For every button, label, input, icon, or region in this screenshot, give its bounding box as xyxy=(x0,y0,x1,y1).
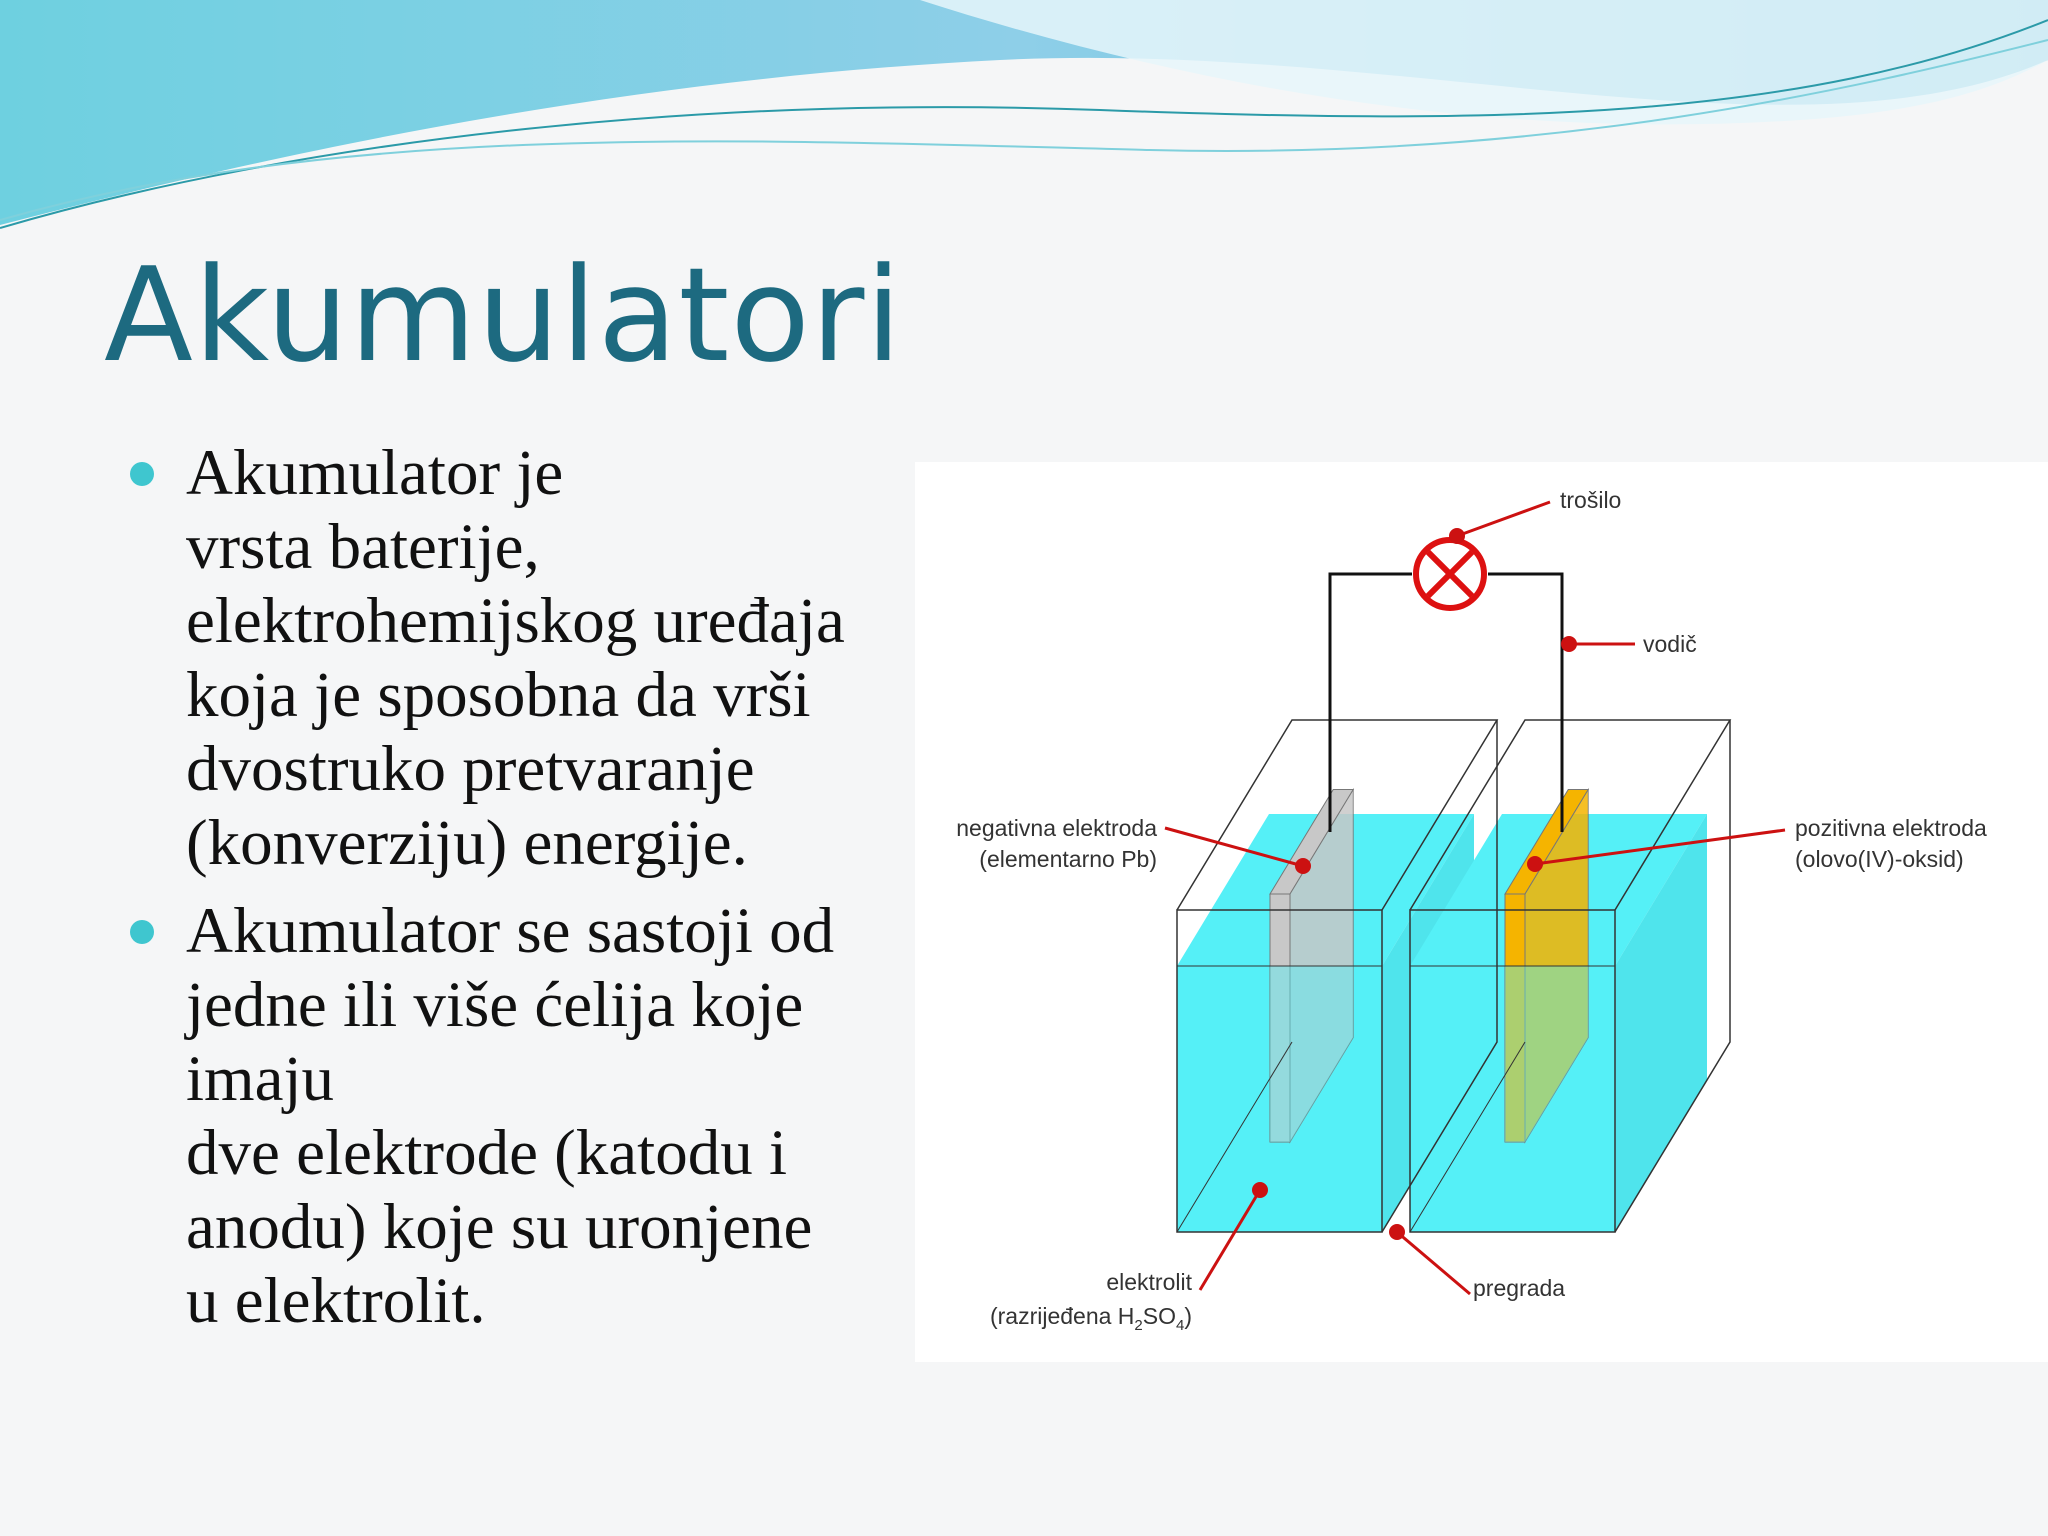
partition-leader-dot xyxy=(1389,1224,1405,1240)
label-negative-2: (elementarno Pb) xyxy=(979,846,1157,872)
conductor-leader-dot xyxy=(1561,636,1577,652)
bullet-text-line: Akumulator se sastoji od xyxy=(186,895,835,967)
bullet-dot-icon xyxy=(130,920,154,944)
load-leader-dot xyxy=(1449,528,1465,544)
label-electrolyte-1: elektrolit xyxy=(1106,1269,1192,1295)
bullet-text-line: u elektrolit. xyxy=(186,1265,486,1337)
load-leader-line xyxy=(1457,502,1550,536)
bullet-text-line: (konverziju) energije. xyxy=(186,807,748,879)
bullet-text-line: vrsta baterije, xyxy=(186,511,540,583)
bullet-text-line: Akumulator je xyxy=(186,437,564,509)
header-wave-decoration xyxy=(0,0,2048,240)
label-positive-2: (olovo(IV)-oksid) xyxy=(1795,846,1964,872)
wire-right xyxy=(1488,574,1562,832)
bullet-text-line: imaju xyxy=(186,1043,335,1115)
label-electrolyte-2: (razrijeđena $H_2SO_4$) xyxy=(989,1303,1192,1334)
label-conductor: vodič xyxy=(1643,631,1697,657)
positive-leader-dot xyxy=(1527,856,1543,872)
bullet-item xyxy=(130,436,930,880)
battery-diagram xyxy=(915,462,2048,1362)
bullet-list xyxy=(130,436,930,1352)
bullet-text-line: dvostruko pretvaranje xyxy=(186,733,755,805)
bullet-item xyxy=(130,894,930,1338)
bullet-text-line: anodu) koje su uronjene xyxy=(186,1191,813,1263)
bullet-dot-icon xyxy=(130,462,154,486)
negative-leader-dot xyxy=(1295,858,1311,874)
slide-title: Akumulatori xyxy=(104,239,903,391)
label-negative-1: negativna elektroda xyxy=(956,815,1157,841)
label-positive-1: pozitivna elektroda xyxy=(1795,815,1987,841)
label-partition: pregrada xyxy=(1473,1275,1566,1301)
bullet-text-line: koja je sposobna da vrši xyxy=(186,659,811,731)
bullet-text-line: dve elektrode (katodu i xyxy=(186,1117,788,1189)
bullet-text-line: jedne ili više ćelija koje xyxy=(186,969,804,1041)
bullet-text-line: elektrohemijskog uređaja xyxy=(186,585,845,657)
electrolyte-leader-dot xyxy=(1252,1182,1268,1198)
partition-leader-line xyxy=(1397,1232,1470,1294)
label-load: trošilo xyxy=(1560,487,1622,513)
